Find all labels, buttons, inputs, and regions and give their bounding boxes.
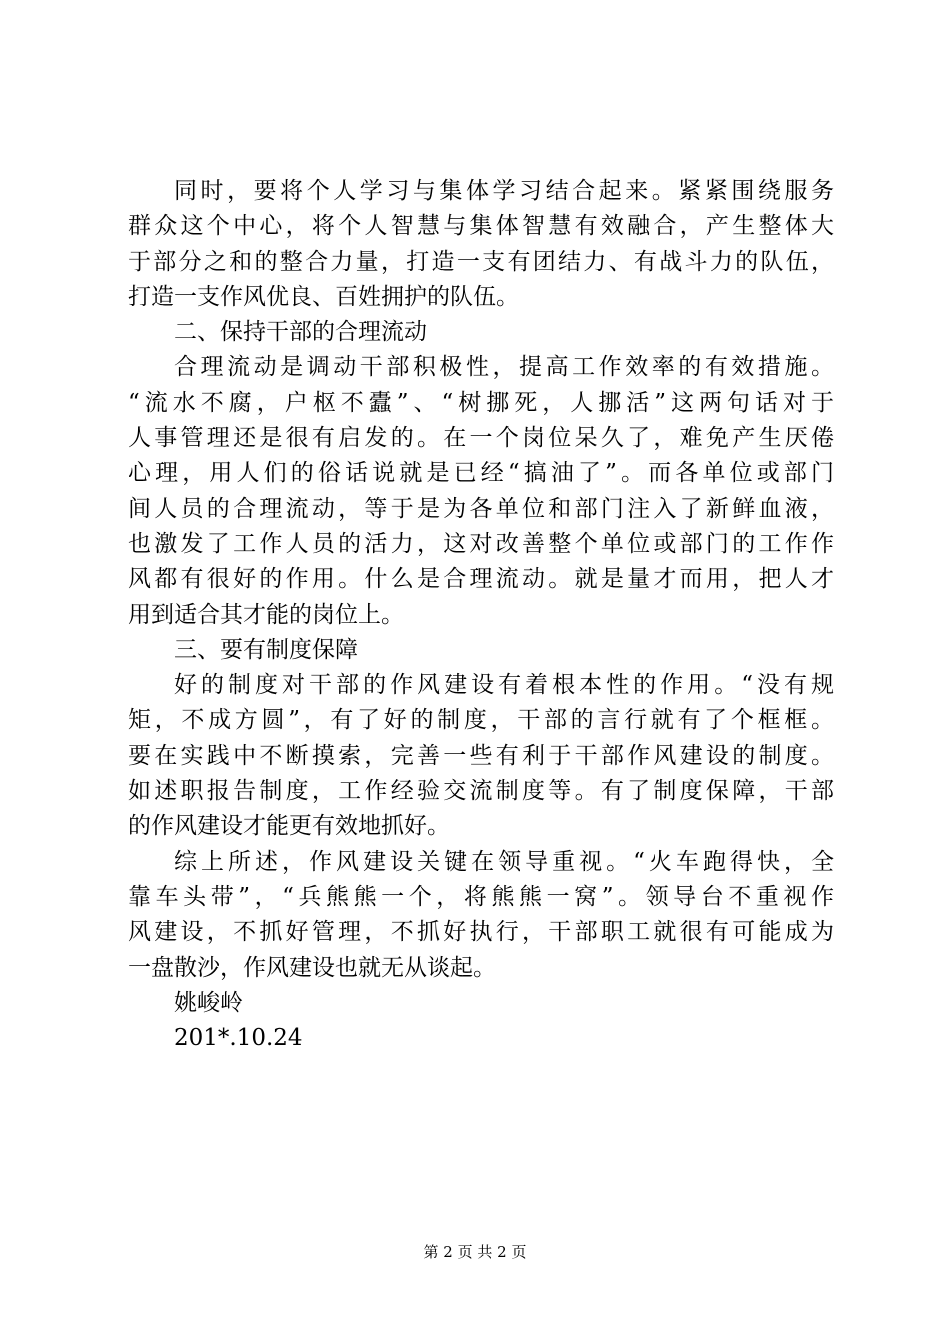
paragraph-line: 人事管理还是很有启发的。在一个岗位呆久了，难免产生厌倦 bbox=[128, 425, 834, 452]
paragraph-line: 风都有很好的作用。什么是合理流动。就是量才而用，把人才 bbox=[128, 566, 834, 593]
paragraph-line: 靠车头带”，“兵熊熊一个，将熊熊一窝”。领导台不重视作 bbox=[128, 883, 834, 910]
paragraph-line: 的作风建设才能更有效地抓好。 bbox=[128, 813, 450, 840]
paragraph-line: 间人员的合理流动，等于是为各单位和部门注入了新鲜血液， bbox=[128, 495, 834, 522]
paragraph-line: 用到适合其才能的岗位上。 bbox=[128, 601, 404, 628]
paragraph-line: 群众这个中心，将个人智慧与集体智慧有效融合，产生整体大 bbox=[128, 213, 834, 240]
paragraph-line: 一盘散沙，作风建设也就无从谈起。 bbox=[128, 954, 496, 981]
paragraph-line: 于部分之和的整合力量，打造一支有团结力、有战斗力的队伍， bbox=[128, 248, 834, 275]
paragraph-line: 心理，用人们的俗话说就是已经“搞油了”。而各单位或部门 bbox=[128, 460, 834, 487]
paragraph-line: 要在实践中不断摸索，完善一些有利于干部作风建设的制度。 bbox=[128, 742, 834, 769]
author-signature: 姚峻岭 bbox=[174, 989, 243, 1016]
paragraph-line: 矩，不成方圆”，有了好的制度，干部的言行就有了个框框。 bbox=[128, 707, 834, 734]
paragraph-line: 综上所述，作风建设关键在领导重视。“火车跑得快，全 bbox=[174, 848, 834, 875]
section-heading-2: 二、保持干部的合理流动 bbox=[174, 319, 427, 346]
paragraph-line: 风建设，不抓好管理，不抓好执行，干部职工就很有可能成为 bbox=[128, 919, 834, 946]
paragraph-line: “流水不腐，户枢不蠹”、“树挪死，人挪活”这两句话对于 bbox=[128, 389, 834, 416]
document-date: 201*.10.24 bbox=[174, 1025, 303, 1052]
paragraph-line: 也激发了工作人员的活力，这对改善整个单位或部门的工作作 bbox=[128, 530, 834, 557]
document-body bbox=[128, 174, 834, 1056]
paragraph-line: 合理流动是调动干部积极性，提高工作效率的有效措施。 bbox=[174, 354, 834, 381]
paragraph-line: 如述职报告制度，工作经验交流制度等。有了制度保障，干部 bbox=[128, 778, 834, 805]
paragraph-line: 打造一支作风优良、百姓拥护的队伍。 bbox=[128, 283, 519, 310]
section-heading-3: 三、要有制度保障 bbox=[174, 636, 358, 663]
paragraph-line: 同时，要将个人学习与集体学习结合起来。紧紧围绕服务 bbox=[174, 178, 834, 204]
page-number-label: 第 2 页 共 2 页 bbox=[423, 1243, 527, 1261]
paragraph-line: 好的制度对干部的作风建设有着根本性的作用。“没有规 bbox=[174, 672, 834, 699]
page-footer bbox=[0, 1242, 950, 1262]
